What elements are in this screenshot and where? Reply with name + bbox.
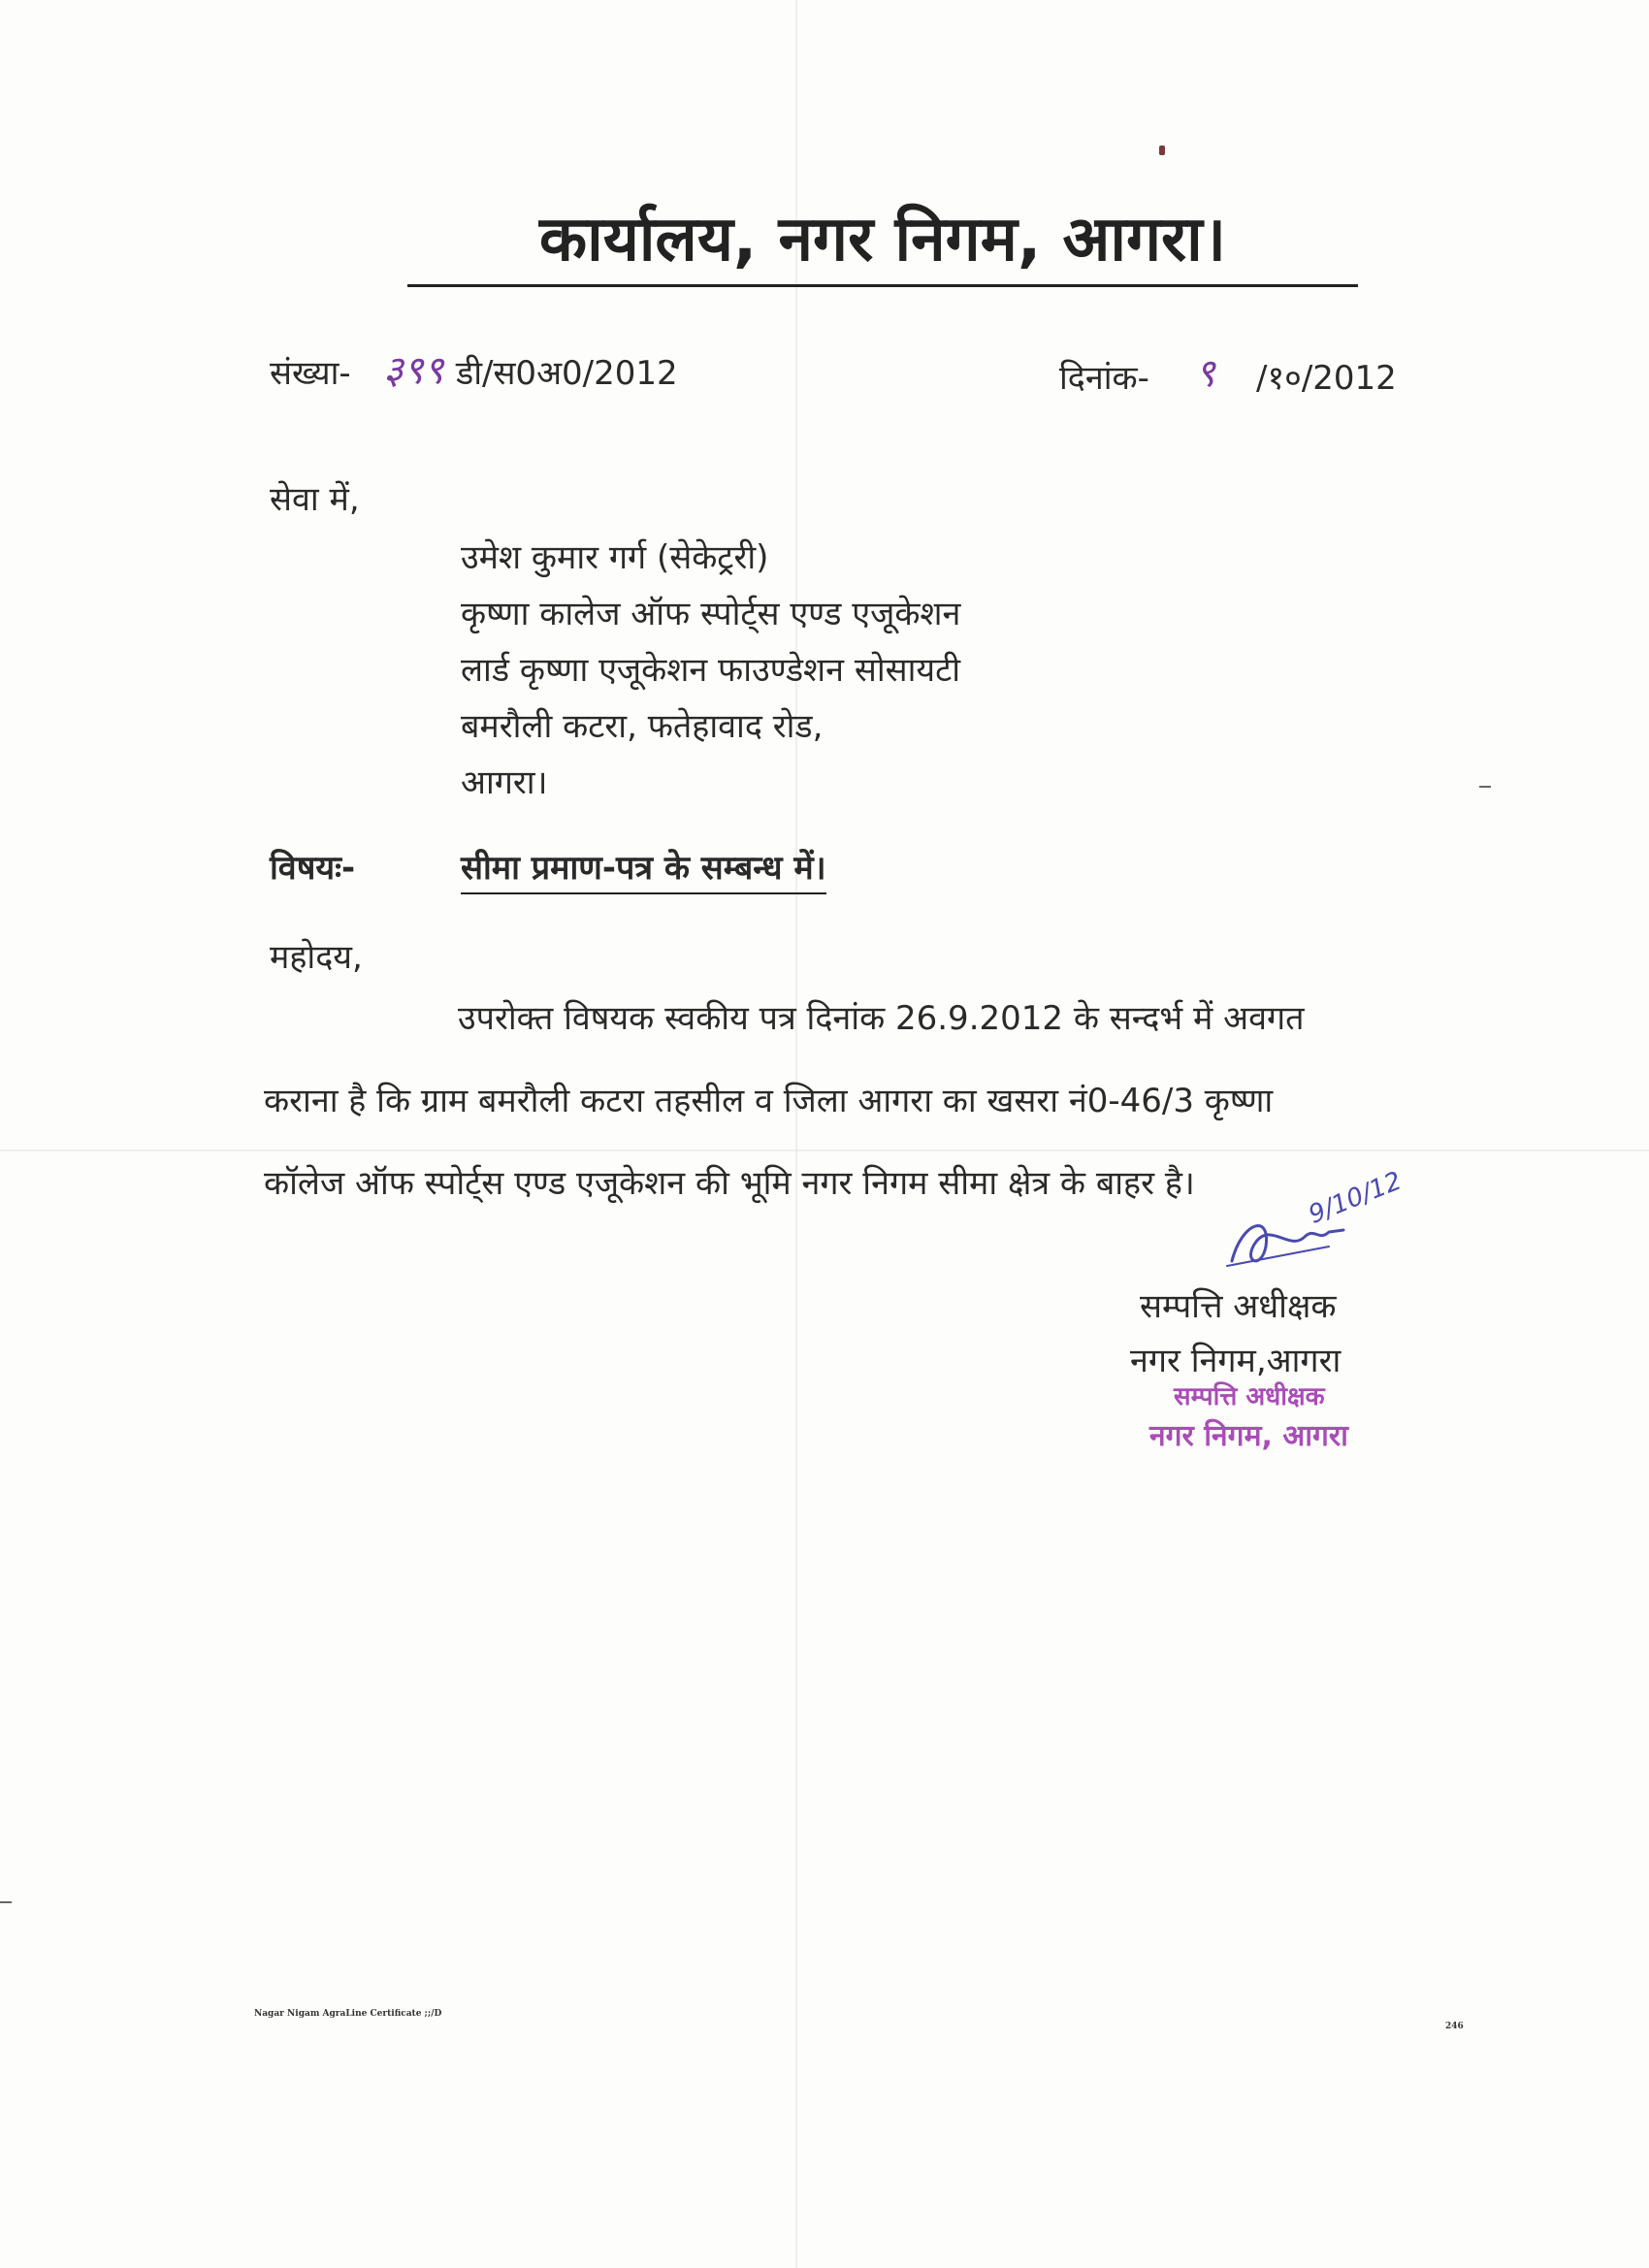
address-line: आगरा। (461, 763, 548, 802)
address-line: कृष्णा कालेज ऑफ स्पोर्ट्स एण्ड एजूकेशन (461, 595, 961, 633)
fold-line-horizontal (0, 1150, 1649, 1151)
signature-date: 9/10/12 (1305, 1166, 1406, 1230)
edge-mark (0, 1901, 12, 1903)
stamp-line-title: सम्पत्ति अधीक्षक (1174, 1382, 1325, 1411)
date-handwritten-day: ९ (1195, 351, 1215, 396)
body-line: कराना है कि ग्राम बमरौली कटरा तहसील व जिला आगरा का खसरा नं0-46/3 कृष्णा (264, 1082, 1274, 1120)
fold-line-vertical (795, 0, 797, 2268)
subject-text: सीमा प्रमाण-पत्र के सम्बन्ध में। (461, 844, 826, 894)
edge-mark (1479, 786, 1491, 788)
subject-label: विषयः- (270, 849, 356, 888)
signatory-title: सम्पत्ति अधीक्षक (1140, 1287, 1337, 1326)
salutation: महोदय, (270, 938, 363, 977)
address-line: बमरौली कटरा, फतेहावाद रोड, (461, 707, 824, 746)
page-number: 246 (1445, 2022, 1464, 2031)
stamp-line-office: नगर निगम, आगरा (1149, 1419, 1348, 1453)
body-line: कॉलेज ऑफ स्पोर्ट्स एण्ड एजूकेशन की भूमि नगर निगम सीमा क्षेत्र के बाहर है। (264, 1164, 1195, 1203)
reference-label: संख्या- (270, 354, 351, 393)
reference-handwritten-number: ३९९ (383, 348, 444, 393)
reference-suffix: डी/स0अ0/2012 (456, 354, 678, 393)
office-heading: कार्यालय, नगर निगम, आगरा। (407, 194, 1358, 287)
ink-speck (1159, 146, 1165, 155)
date-month-year: /१०/2012 (1256, 359, 1397, 398)
address-line: उमेश कुमार गर्ग (सेकेट्ररी) (461, 538, 769, 577)
recipient-greeting: सेवा में, (270, 480, 360, 519)
body-line: उपरोक्त विषयक स्वकीय पत्र दिनांक 26.9.2012 के सन्दर्भ में अवगत (458, 999, 1305, 1038)
signatory-office: नगर निगम,आगरा (1130, 1342, 1342, 1380)
date-label: दिनांक- (1059, 359, 1149, 398)
address-line: लार्ड कृष्णा एजूकेशन फाउण्डेशन सोसायटी (461, 651, 961, 690)
footer-caption: Nagar Nigam AgraLine Certificate ;;/D (254, 2009, 442, 2019)
